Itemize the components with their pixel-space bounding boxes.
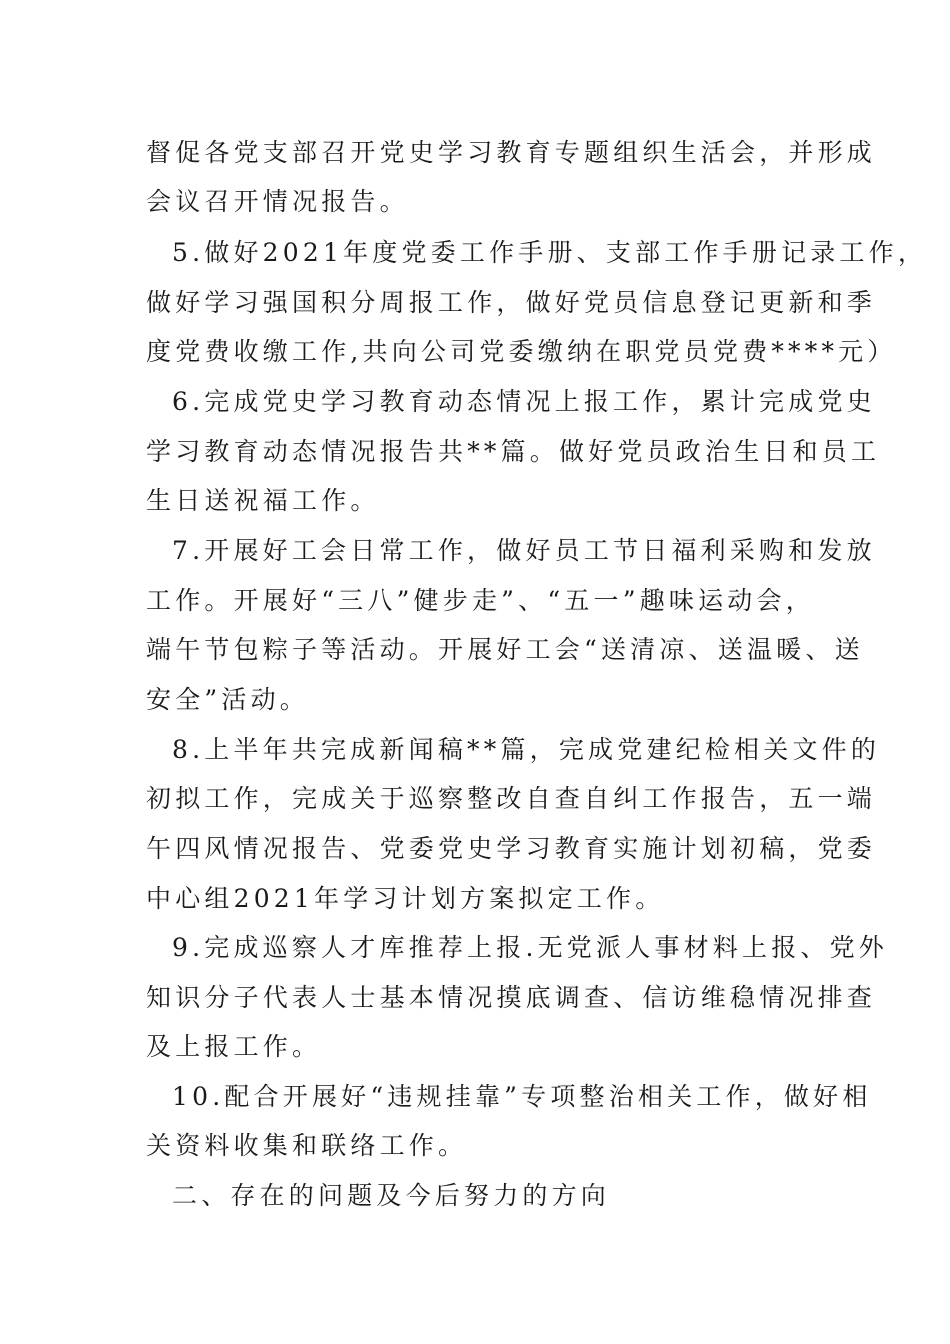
text-line: 6.完成党史学习教育动态情况上报工作，累计完成党史 — [172, 387, 876, 416]
text-line: 7.开展好工会日常工作，做好员工节日福利采购和发放 — [172, 536, 876, 565]
text-line: 中心组2021年学习计划方案拟定工作。 — [146, 884, 665, 913]
text-line: 8.上半年共完成新闻稿**篇，完成党建纪检相关文件的 — [172, 735, 881, 764]
text-line: 午四风情况报告、党委党史学习教育实施计划初稿，党委 — [146, 834, 877, 863]
text-line: 工作。开展好“三八”健步走”、“五一”趣味运动会， — [146, 586, 815, 615]
text-line: 度党费收缴工作,共向公司党委缴纳在职党员党费****元） — [146, 337, 897, 366]
text-line: 9.完成巡察人才库推荐上报.无党派人事材料上报、党外 — [172, 933, 889, 962]
text-line: 会议召开情况报告。 — [146, 187, 409, 216]
text-line: 生日送祝福工作。 — [146, 486, 380, 515]
text-line: 学习教育动态情况报告共**篇。做好党员政治生日和员工 — [146, 437, 881, 466]
text-line: 5.做好2021年度党委工作手册、支部工作手册记录工作， — [172, 238, 928, 267]
text-line: 端午节包粽子等活动。开展好工会“送清凉、送温暖、送 — [146, 635, 864, 664]
text-line: 关资料收集和联络工作。 — [146, 1131, 468, 1160]
text-line: 10.配合开展好“违规挂靠”专项整治相关工作，做好相 — [172, 1082, 872, 1111]
text-line: 知识分子代表人士基本情况摸底调查、信访维稳情况排查 — [146, 983, 877, 1012]
text-line: 初拟工作，完成关于巡察整改自查自纠工作报告，五一端 — [146, 784, 877, 813]
text-line: 做好学习强国积分周报工作，做好党员信息登记更新和季 — [146, 288, 877, 317]
text-line: 及上报工作。 — [146, 1032, 322, 1061]
section-heading: 二、存在的问题及今后努力的方向 — [172, 1181, 611, 1210]
text-line: 督促各党支部召开党史学习教育专题组织生活会，并形成 — [146, 138, 877, 167]
text-line: 安全”活动。 — [146, 685, 309, 714]
